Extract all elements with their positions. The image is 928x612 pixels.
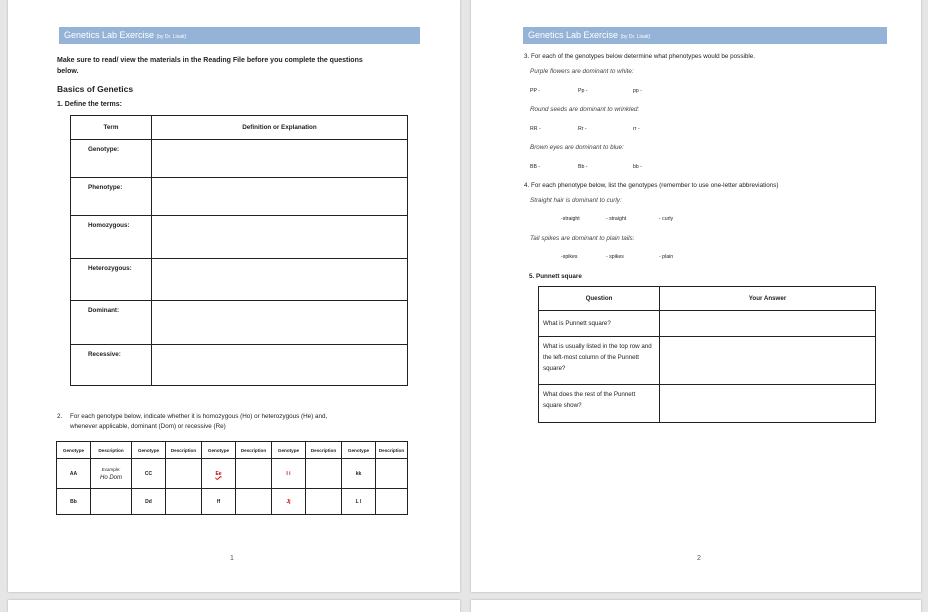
term-dominant: Dominant:	[71, 301, 152, 345]
intro-text: Make sure to read/ view the materials in the Reading File before you complete the questions	[57, 57, 363, 64]
definition-cell[interactable]	[152, 140, 408, 178]
punnett-question: What is Punnett square?	[539, 311, 660, 337]
table-row	[539, 311, 876, 337]
q5-label: 5. Punnett square	[529, 273, 582, 280]
definition-cell[interactable]	[152, 216, 408, 259]
q1-label: 1. Define the terms:	[57, 101, 122, 108]
table-row	[71, 216, 408, 259]
term-recessive: Recessive:	[71, 345, 152, 386]
genotype-header-row	[57, 442, 408, 459]
header-description: Description	[306, 442, 342, 459]
description-cell[interactable]	[306, 459, 342, 489]
answer-spikes: -spikes	[561, 254, 578, 260]
example-label: Example:	[101, 466, 121, 472]
answer-spikes: - spikes	[606, 254, 624, 260]
punnett-header-answer: Your Answer	[660, 287, 876, 311]
terms-header-row	[71, 116, 408, 140]
answer-cell[interactable]	[660, 311, 876, 337]
answer-bb: BB -	[530, 164, 541, 170]
header-genotype: Genotype	[202, 442, 236, 459]
section-heading: Basics of Genetics	[57, 84, 134, 94]
definition-cell[interactable]	[152, 345, 408, 386]
page-number: 2	[697, 555, 701, 562]
header-description: Description	[91, 442, 132, 459]
genotype-cell: kk	[342, 459, 376, 489]
table-row	[539, 385, 876, 423]
header-genotype: Genotype	[272, 442, 306, 459]
answer-bb: bb -	[633, 164, 642, 170]
description-cell[interactable]	[376, 489, 408, 515]
terms-header-term: Term	[71, 116, 152, 140]
description-cell[interactable]	[236, 489, 272, 515]
terms-header-def: Definition or Explanation	[152, 116, 408, 140]
banner-title: Genetics Lab Exercise	[64, 30, 155, 40]
description-cell[interactable]	[166, 459, 202, 489]
brown-prompt: Brown eyes are dominant to blue:	[530, 144, 624, 151]
q2-number: 2.	[57, 413, 63, 420]
header-description: Description	[376, 442, 408, 459]
answer-curly: - curly	[659, 216, 674, 222]
table-row	[57, 459, 408, 489]
punnett-header-row	[539, 287, 876, 311]
genotype-cell: I i	[272, 459, 306, 489]
punnett-table	[538, 286, 876, 423]
round-prompt: Round seeds are dominant to wrinkled:	[530, 106, 640, 113]
answer-pp: pp -	[633, 88, 642, 94]
answer-straight: -straight	[561, 216, 580, 222]
example-value: Ho Dom	[99, 474, 122, 481]
table-row	[71, 301, 408, 345]
genotype-table	[56, 441, 408, 515]
definition-cell[interactable]	[152, 178, 408, 216]
answer-pp: Pp -	[578, 88, 588, 94]
next-page-edge	[471, 600, 921, 612]
answer-rr: rr -	[633, 126, 640, 132]
genotype-cell: Ee	[202, 459, 236, 489]
punnett-question: What is usually listed in the top row and the left-most column of the Punnett square?	[539, 337, 660, 385]
answer-plain: - plain	[659, 254, 674, 260]
page-number: 1	[230, 555, 234, 562]
header-description: Description	[236, 442, 272, 459]
table-row	[71, 345, 408, 386]
table-row	[539, 337, 876, 385]
table-row	[71, 140, 408, 178]
genotype-cell: Dd	[132, 489, 166, 515]
answer-cell[interactable]	[660, 337, 876, 385]
straight-prompt: Straight hair is dominant to curly:	[530, 197, 622, 204]
tail-prompt: Tail spikes are dominant to plain tails:	[530, 235, 635, 242]
answer-pp: PP -	[530, 88, 540, 94]
definition-cell[interactable]	[152, 301, 408, 345]
intro-text-cont: below.	[57, 68, 79, 75]
genotype-cell: Bb	[57, 489, 91, 515]
term-heterozygous: Heterozygous:	[71, 259, 152, 301]
q3-text: 3. For each of the genotypes below determine what phenotypes would be possible.	[524, 53, 756, 60]
answer-straight: - straight	[606, 216, 627, 222]
document-page-2	[471, 0, 921, 592]
page2-banner	[523, 27, 887, 44]
description-cell[interactable]	[166, 489, 202, 515]
answer-cell[interactable]	[660, 385, 876, 423]
q2-line2: whenever applicable, dominant (Dom) or recessive (Re)	[70, 423, 226, 430]
document-page-1	[8, 0, 460, 592]
description-cell[interactable]	[306, 489, 342, 515]
description-cell[interactable]	[376, 459, 408, 489]
header-description: Description	[166, 442, 202, 459]
description-example-cell	[91, 459, 132, 489]
genotype-cell: AA	[57, 459, 91, 489]
answer-rr: Rr -	[578, 126, 587, 132]
description-cell[interactable]	[236, 459, 272, 489]
header-genotype: Genotype	[132, 442, 166, 459]
punnett-question: What does the rest of the Punnett square show?	[539, 385, 660, 423]
table-row	[71, 259, 408, 301]
header-genotype: Genotype	[57, 442, 91, 459]
banner-author: (by Dr. Lisak)	[620, 34, 651, 40]
answer-bb: Bb -	[578, 164, 588, 170]
table-row	[57, 489, 408, 515]
table-row	[71, 178, 408, 216]
banner-author: (by Dr. Lisak)	[156, 34, 187, 40]
genotype-cell: ff	[202, 489, 236, 515]
term-genotype: Genotype:	[71, 140, 152, 178]
answer-rr: RR -	[530, 126, 541, 132]
q2-line1: For each genotype below, indicate whether it is homozygous (Ho) or heterozygous (He) and,	[70, 413, 328, 420]
genotype-cell: Jj	[272, 489, 306, 515]
terms-table	[70, 115, 408, 386]
description-cell[interactable]	[91, 489, 132, 515]
q4-text: 4. For each phenotype below, list the genotypes (remember to use one-letter abbreviations)	[524, 182, 779, 189]
header-genotype: Genotype	[342, 442, 376, 459]
punnett-header-question: Question	[539, 287, 660, 311]
term-homozygous: Homozygous:	[71, 216, 152, 259]
genotype-cell: L l	[342, 489, 376, 515]
banner-title: Genetics Lab Exercise	[528, 30, 619, 40]
next-page-edge	[8, 600, 460, 612]
page1-banner	[59, 27, 420, 44]
genotype-cell: CC	[132, 459, 166, 489]
purple-prompt: Purple flowers are dominant to white:	[530, 68, 634, 75]
definition-cell[interactable]	[152, 259, 408, 301]
term-phenotype: Phenotype:	[71, 178, 152, 216]
